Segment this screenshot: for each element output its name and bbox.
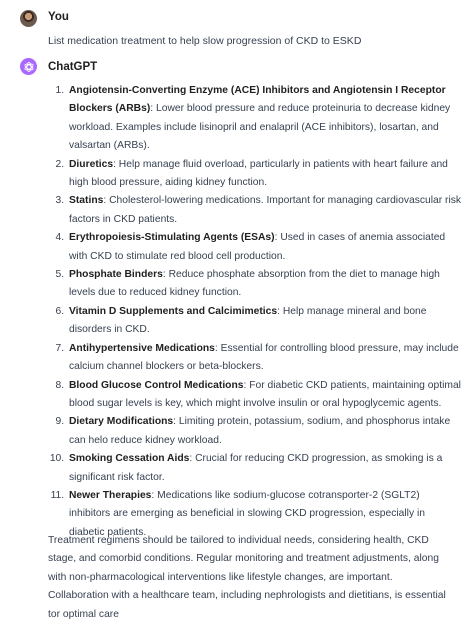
list-item-description: : Used in cases of anemia associated with CKD to stimulate red blood cell production. [69, 232, 446, 262]
list-item-term: Diuretics [69, 158, 114, 170]
list-item-description: : For diabetic CKD patients, maintaining optimal blood sugar levels is key, which might involve insulin or oral hypoglycemic agents. [69, 379, 461, 409]
list-item-term: Erythropoiesis-Stimulating Agents (ESAs) [69, 232, 275, 244]
list-item-description: : Reduce phosphate absorption from the diet to manage high levels due to reduced kidney function. [69, 269, 440, 299]
list-item [67, 82, 462, 156]
list-item-description: : Help manage fluid overload, particularly in patients with heart failure and high blood pressure, aiding kidney function. [69, 158, 448, 189]
list-item [67, 303, 462, 340]
list-item-term: Vitamin D Supplements and Calcimimetics [69, 305, 278, 317]
list-item-term: Blood Glucose Control Medications [69, 379, 244, 391]
list-item-term: Statins [69, 195, 104, 207]
list-item-term: Smoking Cessation Aids [69, 453, 190, 465]
treatment-list [48, 82, 462, 542]
openai-logo-icon [20, 58, 37, 75]
user-author-name: You [48, 11, 69, 23]
list-item-term: Dietary Modifications [69, 416, 174, 428]
list-item-term: Antihypertensive Medications [69, 342, 215, 354]
list-item [67, 229, 462, 266]
list-item-description: : Lower blood pressure and reduce proteinuria to decrease kidney workload. Examples include lisinopril and enalapril (ACE inhibitors), losartan, and valsartan (ARBs). [69, 103, 451, 152]
user-message-text: List medication treatment to help slow progression of CKD to ESKD [48, 35, 362, 47]
list-item [67, 450, 462, 487]
list-item [67, 340, 462, 377]
summary-paragraph: Treatment regimens should be tailored to individual needs, considering health, CKD stage, and comorbid conditions. Regular monitoring and treatment adjustments, along with non-pharmacological interventions like lifestyle changes, are important. Collaboration with a healthcare team, including nephrologists and dietitians, is essential tor optimal care [48, 535, 446, 620]
user-avatar [20, 10, 37, 27]
list-item-description: : Crucial for reducing CKD progression, as smoking is a significant risk factor. [69, 453, 443, 483]
list-item-term: Newer Therapies [69, 489, 152, 501]
assistant-author-name: ChatGPT [48, 61, 98, 73]
list-item-description: : Help manage mineral and bone disorders in CKD. [69, 305, 427, 336]
list-item-description: : Essential for controlling blood pressure, may include calcium channel blockers or beta-blockers. [69, 342, 459, 373]
list-item-description: : Limiting protein, potassium, sodium, and phosphorus intake can helo reduce kidney workload. [69, 416, 451, 446]
list-item-description: : Cholesterol-lowering medications. Important for managing cardiovascular risk factors in CKD patients. [69, 195, 462, 225]
list-item-term: Angiotensin-Converting Enzyme (ACE) Inhibitors and Angiotensin I Receptor Blockers (ARBs) [69, 85, 446, 115]
openai-logo-glyph [23, 61, 35, 73]
list-item-term: Phosphate Binders [69, 269, 163, 281]
list-item [67, 377, 462, 414]
list-item-description: : Medications like sodium-glucose cotransporter-2 (SGLT2) inhibitors are emerging as beneficial in slowing CKD progression, especially in diabetic patients. [69, 489, 425, 538]
list-item [67, 156, 462, 193]
list-item [67, 413, 462, 450]
list-item [67, 192, 462, 229]
list-item [67, 266, 462, 303]
